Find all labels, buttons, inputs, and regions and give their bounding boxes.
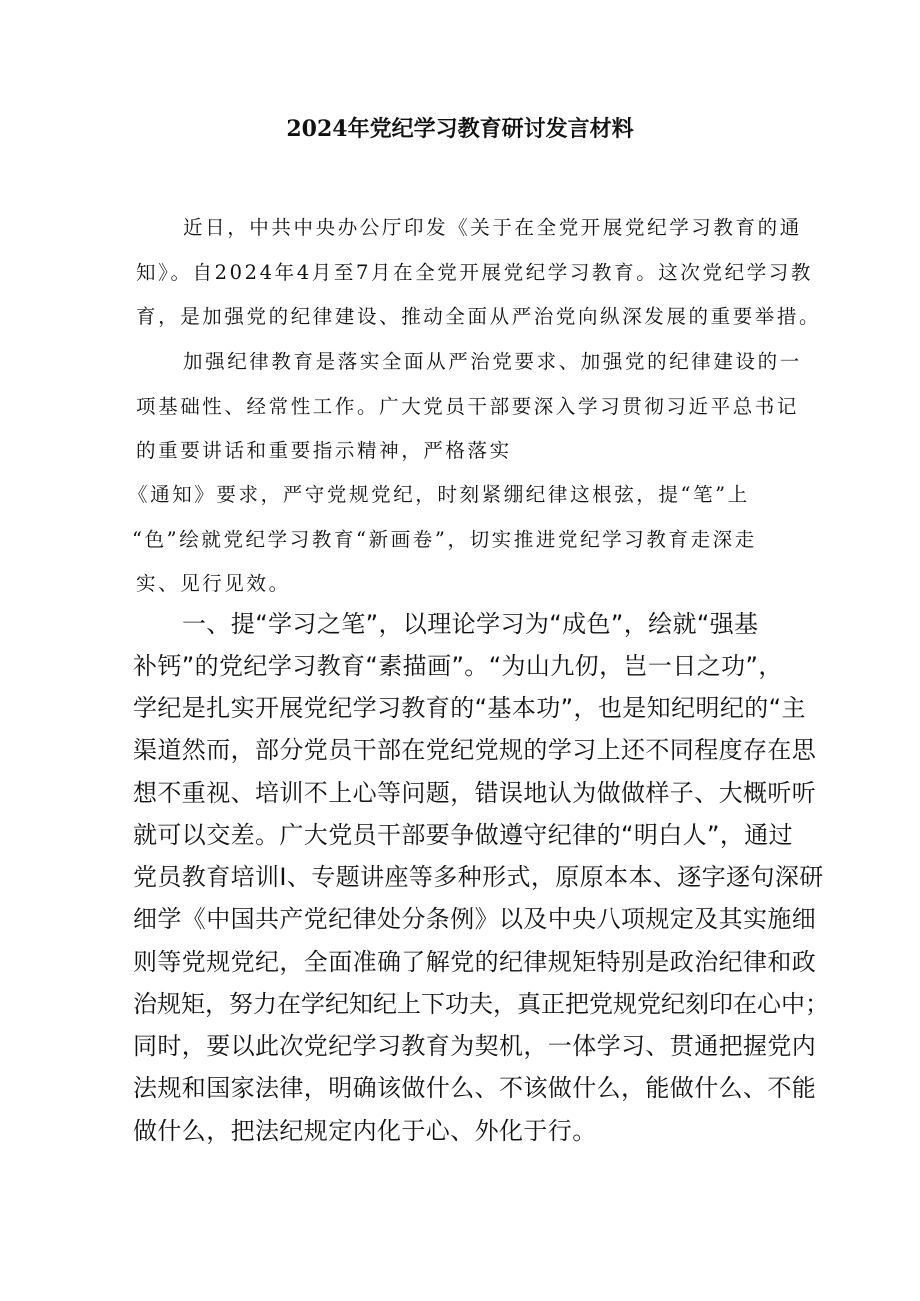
paragraph-3-line-2: 补钙”的党纪学习教育“素描画”。“为山九仞，岂一日之功”，: [133, 652, 783, 680]
paragraph-3-line-7: 党员教育培训I、专题讲座等多种形式，原原本本、逐字逐句深研: [133, 863, 824, 891]
paragraph-2-line-4: 《通知》要求，严守党规党纪，时刻紧绷纪律这根弦，提“笔”上: [128, 483, 750, 506]
paragraph-2-line-1: 加强纪律教育是落实全面从严治党要求、加强党的纪律建设的一: [183, 350, 802, 373]
paragraph-3-line-1: 一、提“学习之笔”，以理论学习为“成色”，绘就“强基: [182, 610, 759, 638]
paragraph-3-line-13: 做什么，把法纪规定内化于心、外化于行。: [133, 1117, 597, 1145]
paragraph-3-line-8: 细学《中国共产党纪律处分条例》以及中央八项规定及其实施细: [133, 905, 817, 933]
paragraph-3-line-6: 就可以交差。广大党员干部要争做遵守纪律的“明白人”，通过: [133, 821, 794, 849]
paragraph-2-line-3: 的重要讲话和重要指示精神，严格落实: [136, 439, 512, 462]
paragraph-3-line-11: 同时，要以此次党纪学习教育为契机，一体学习、贯通把握党内: [133, 1032, 817, 1060]
document-title: 2024年党纪学习教育研讨发言材料: [286, 116, 634, 142]
paragraph-3-line-12: 法规和国家法律，明确该做什么、不该做什么，能做什么、不能: [133, 1074, 817, 1102]
paragraph-2-line-6: 实、见行见效。: [136, 572, 291, 595]
paragraph-1-line-2: 知》。自2024年4月至7月在全党开展党纪学习教育。这次党纪学习教: [136, 261, 813, 284]
paragraph-3-line-10: 治规矩，努力在学纪知纪上下功夫，真正把党规党纪刻印在心中；: [133, 990, 829, 1018]
paragraph-3-line-5: 想不重视、培训不上心等问题，错误地认为做做样子、大概听听: [133, 779, 817, 807]
paragraph-3-line-9: 则等党规党纪，全面准确了解党的纪律规矩特别是政治纪律和政: [133, 948, 817, 976]
paragraph-1-line-3: 育，是加强党的纪律建设、推动全面从严治党向纵深发展的重要举措。: [136, 305, 822, 328]
paragraph-1-line-1: 近日，中共中央办公厅印发《关于在全党开展党纪学习教育的通: [183, 216, 802, 239]
paragraph-2-line-5: “色”绘就党纪学习教育“新画卷”，切实推进党纪学习教育走深走: [132, 528, 757, 551]
paragraph-3-line-3: 学纪是扎实开展党纪学习教育的“基本功”，也是知纪明纪的“主: [133, 694, 806, 722]
paragraph-2-line-2: 项基础性、经常性工作。广大党员干部要深入学习贯彻习近平总书记: [136, 395, 800, 418]
paragraph-3-line-4: 渠道然而，部分党员干部在党纪党规的学习上还不同程度存在思: [133, 736, 817, 764]
